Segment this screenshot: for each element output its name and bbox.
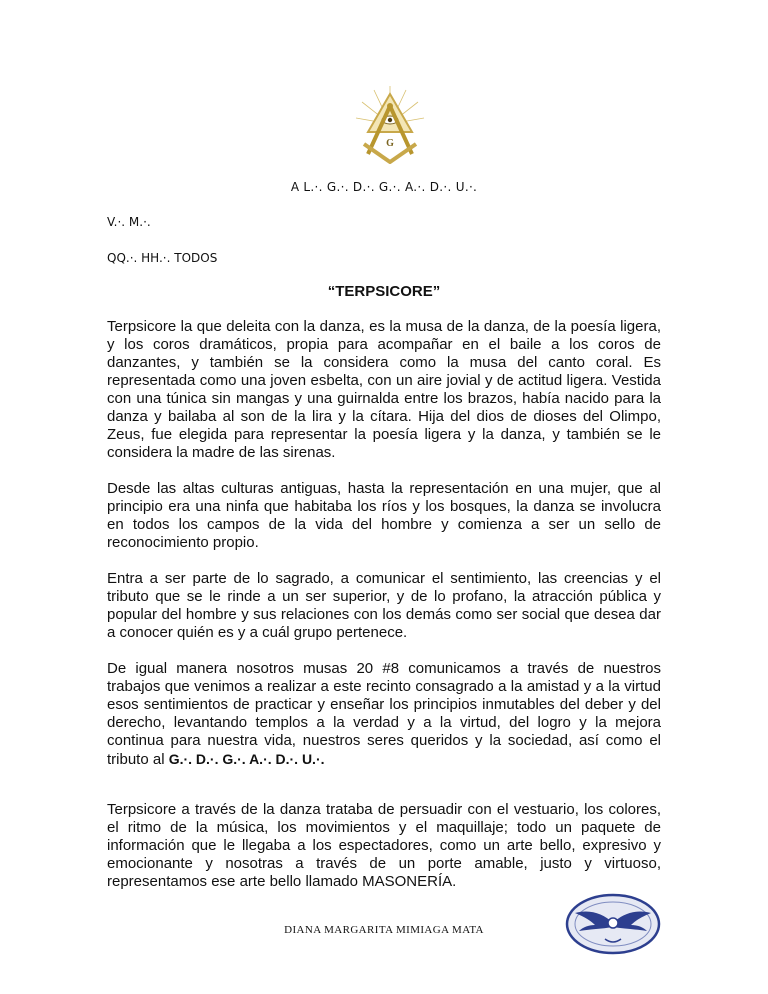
document-body <box>107 318 661 909</box>
dedication-line: A L.·. G.·. D.·. G.·. A.·. D.·. U.·. <box>290 180 478 194</box>
paragraph-1: Terpsicore la que deleita con la danza, es la musa de la danza, de la poesía ligera, y los coros dramáticos, propia para acompañar en el baile a los coros de danzantes, y también se la considera como la musa del canto coral. Es representada como una joven esbelta, con un aire jovial y de actitud ligera. Vestida con una túnica sin mangas y una guirnalda entre los brazos, había nacido para la danza y bailaba al son de la lira y la cítara. Hija del dios de dioses del Olimpo, Zeus, fue elegida para representar la poesía ligera y la danza, y también se le considera la madre de las sirenas. <box>107 318 661 461</box>
salutation-master: V.·. M.·. <box>107 215 151 229</box>
document-title: “TERPSICORE” <box>327 283 441 300</box>
paragraph-4-text: De igual manera nosotros musas 20 #8 comunicamos a través de nuestros trabajos que venimos a realizar a este recinto consagrado a la amistad y a la virtud esos sentimientos de practicar y enseñar los principios inmutables del deber y del derecho, levantando templos a la verdad y a la virtud, del logro y la mejora continua para nuestra vida, nuestros seres queridos y la sociedad, así como el tributo al <box>107 660 661 768</box>
paragraph-4 <box>107 660 661 769</box>
winged-emblem-logo <box>565 893 661 955</box>
square-and-compass-logo <box>354 84 426 164</box>
salutation-brothers: QQ.·. HH.·. TODOS <box>107 251 218 265</box>
footer-author: DIANA MARGARITA MIMIAGA MATA <box>284 924 484 936</box>
paragraph-2: Desde las altas culturas antiguas, hasta la representación en una mujer, que al principio era una ninfa que habitaba los ríos y los bosques, la danza se involucra en todos los campos de la vida del hombre y comienza a ser un sello de reconocimiento propio. <box>107 480 661 551</box>
svg-text:G: G <box>386 138 394 149</box>
paragraph-4-bold: G.·. D.·. G.·. A.·. D.·. U.·. <box>168 751 325 767</box>
paragraph-3: Entra a ser parte de lo sagrado, a comunicar el sentimiento, las creencias y el tributo que se le rinde a un ser superior, y de lo profano, la atracción pública y popular del hombre y sus relaciones con los demás como ser social que desea dar a conocer quién es y a cuál grupo pertenece. <box>107 570 661 641</box>
paragraph-5: Terpsicore a través de la danza trataba de persuadir con el vestuario, los colores, el ritmo de la música, los movimientos y el maquillaje; todo un paquete de información que le llegaba a los espectadores, como un arte bello, expresivo y emocionante y nosotras a través de un porte amable, justo y virtuoso, representamos ese arte bello llamado MASONERÍA. <box>107 801 661 890</box>
